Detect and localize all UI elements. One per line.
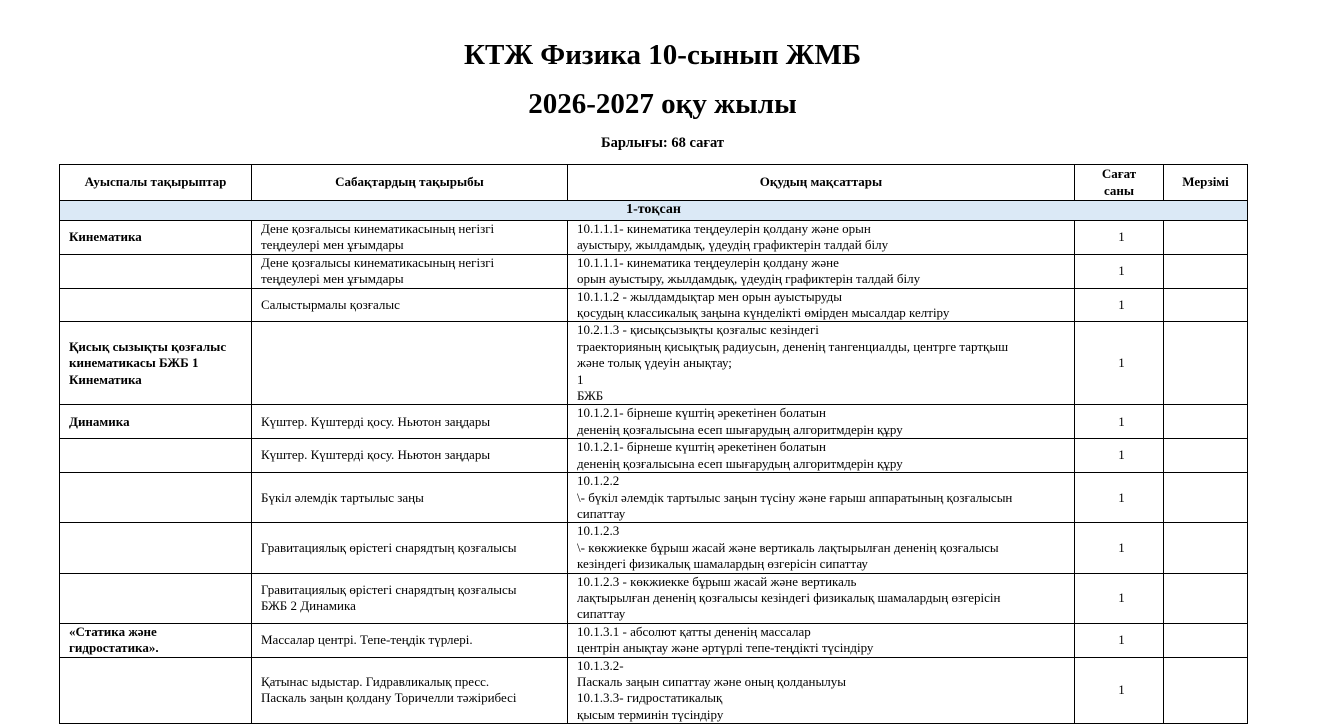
row-goals-line: БЖБ [577,388,604,404]
row-goals-line: Паскаль заңын сипаттау және оның қолданылуы [577,673,846,689]
row-hours: 1 [1075,657,1164,724]
row-date [1164,405,1248,439]
row-goals [568,288,1075,322]
row-goals [568,254,1075,288]
row-date [1164,439,1248,473]
row-lesson-line: Салыстырмалы қозғалыс [261,296,400,312]
row-lesson-line: Массалар центрі. Тепе-теңдік түрлері. [261,631,473,647]
row-hours: 1 [1075,288,1164,322]
row-goals-line: 10.2.1.3 - қисықсызықты қозғалыс кезіндегі [577,322,819,338]
row-lesson-line: Қатынас ыдыстар. Гидравликалық пресс. [261,673,490,689]
row-topic: Кинематика [60,221,252,255]
table-row [60,254,1248,288]
table-row [60,573,1248,623]
header-hours-line2: саны [1103,182,1135,198]
row-lesson-line: Күштер. Күштерді қосу. Ньютон заңдары [261,447,491,463]
curriculum-table [59,164,1248,724]
row-topic [60,523,252,573]
row-lesson [252,523,568,573]
row-topic-line: гидростатика». [69,640,159,656]
row-topic [60,657,252,724]
row-lesson-line: Паскаль заңын қолдану Торичелли тәжірибесі [261,690,517,706]
row-goals-line: 10.1.2.1- бірнеше күштің әрекетінен болатын [577,405,826,421]
table-row [60,473,1248,523]
row-lesson [252,573,568,623]
row-hours: 1 [1075,623,1164,657]
header-hours [1075,165,1164,201]
row-goals-line: 10.1.1.1- кинематика теңдеулерін қолдану және орын [577,221,871,236]
row-goals [568,573,1075,623]
row-date [1164,322,1248,405]
row-lesson [252,657,568,724]
row-goals [568,322,1075,405]
table-row [60,405,1248,439]
header-lesson: Сабақтардың тақырыбы [252,165,568,201]
row-lesson [252,623,568,657]
row-lesson [252,254,568,288]
row-topic [60,439,252,473]
row-topic [60,573,252,623]
header-goals: Оқудың мақсаттары [568,165,1075,201]
row-goals-line: және толық үдеуін анықтау; [577,355,732,371]
row-goals-line: кезіндегі физикалық шамалардың өзгерісін сипаттау [577,556,868,572]
row-goals-line: 10.1.2.3 - көкжиекке бұрыш жасай және вертикаль [577,573,857,589]
table-row [60,439,1248,473]
row-date [1164,221,1248,255]
row-date [1164,623,1248,657]
academic-year-title: 2026-2027 оқу жылы [528,88,797,120]
row-goals-line: \- көкжиекке бұрыш жасай және вертикаль лақтырылған дененің қозғалысы [577,539,999,555]
row-goals-line: 10.1.1.2 - жылдамдықтар мен орын ауыстыруды [577,288,842,304]
row-hours: 1 [1075,473,1164,523]
row-topic [60,623,252,657]
row-goals-line: 10.1.3.2- [577,657,624,673]
row-goals [568,523,1075,573]
row-lesson-line: Күштер. Күштерді қосу. Ньютон заңдары [261,413,491,429]
table-header-row [60,165,1248,201]
row-topic-line: Кинематика [69,371,142,387]
row-goals-line: центрін анықтау және әртүрлі тепе-теңдікті түсіндіру [577,640,874,656]
row-goals-line: 10.1.2.1- бірнеше күштің әрекетінен болатын [577,439,826,455]
row-topic [60,254,252,288]
row-goals-line: 10.1.3.3- гидростатикалық [577,690,723,706]
row-goals-line: 10.1.1.1- кинематика теңдеулерін қолдану және [577,254,839,270]
row-date [1164,473,1248,523]
table-row [60,221,1248,255]
row-lesson [252,322,568,405]
document-title: КТЖ Физика 10-сынып ЖМБ [464,39,861,71]
row-date [1164,254,1248,288]
row-date [1164,523,1248,573]
row-lesson-line: теңдеулері мен ұғымдары [261,271,404,287]
row-hours: 1 [1075,322,1164,405]
row-topic-line: «Статика және [69,623,157,639]
row-lesson-line: теңдеулері мен ұғымдары [261,237,404,253]
row-goals-line: 10.1.3.1 - абсолют қатты дененің массалар [577,623,811,639]
row-hours: 1 [1075,523,1164,573]
row-goals-line: лақтырылған дененің қозғалысы кезіндегі физикалық шамалардың өзгерісін [577,589,1001,605]
row-lesson-line: Дене қозғалысы кинематикасының негізгі [261,221,495,236]
row-goals [568,657,1075,724]
header-date: Мерзімі [1164,165,1248,201]
row-hours: 1 [1075,573,1164,623]
row-topic [60,322,252,405]
row-lesson-line: Гравитациялық өрістегі снарядтың қозғалысы [261,539,517,555]
row-goals-line: дененің қозғалысына есеп шығарудың алгоритмдерін құру [577,455,903,471]
row-goals-line: \- бүкіл әлемдік тартылыс заңын түсіну және ғарыш аппаратының қозғалысын [577,489,1013,505]
row-goals-line: сипаттау [577,505,626,521]
table-row [60,288,1248,322]
row-lesson-line: Дене қозғалысы кинематикасының негізгі [261,254,495,270]
row-goals-line: дененің қозғалысына есеп шығарудың алгоритмдерін құру [577,421,903,437]
row-date [1164,657,1248,724]
row-goals-line: 10.1.2.2 [577,473,620,489]
row-topic-line: Қисық сызықты қозғалыс [69,338,227,354]
total-hours: Барлығы: 68 сағат [601,135,724,151]
row-lesson [252,405,568,439]
row-hours: 1 [1075,405,1164,439]
row-lesson [252,221,568,255]
row-lesson [252,288,568,322]
row-goals-line: 10.1.2.3 [577,523,620,539]
row-goals [568,473,1075,523]
row-goals-line: сипаттау [577,606,626,622]
row-lesson-line: БЖБ 2 Динамика [261,598,356,614]
table-row [60,523,1248,573]
row-lesson [252,439,568,473]
row-hours: 1 [1075,254,1164,288]
row-goals [568,623,1075,657]
row-topic [60,288,252,322]
row-date [1164,573,1248,623]
row-goals-line: траекторияның қисықтық радиусын, дененің тангенциалды, центрге тартқыш [577,338,1009,354]
row-goals-line: 1 [577,371,584,387]
quarter-row [60,201,1248,221]
row-lesson-line: Бүкіл әлемдік тартылыс заңы [261,489,424,505]
row-lesson-line: Гравитациялық өрістегі снарядтың қозғалысы [261,581,517,597]
row-goals-line: ауыстыру, жылдамдық, үдеудің графиктерін талдай білу [577,237,889,253]
row-topic: Динамика [60,405,252,439]
table-row [60,623,1248,657]
table-row [60,322,1248,405]
header-hours-line1: Сағат [1101,166,1137,182]
header-topic: Ауыспалы тақырыптар [60,165,252,201]
row-hours: 1 [1075,439,1164,473]
row-goals-line: қысым терминін түсіндіру [577,706,724,722]
row-hours: 1 [1075,221,1164,255]
quarter-label: 1-тоқсан [60,201,1248,221]
row-topic-line: кинематикасы БЖБ 1 [69,355,199,371]
row-goals-line: қосудың классикалық заңына күнделікті өмірден мысалдар келтіру [577,305,950,321]
row-lesson [252,473,568,523]
row-goals [568,405,1075,439]
row-goals-line: орын ауыстыру, жылдамдық, үдеудің графиктерін талдай білу [577,271,921,287]
table-row [60,657,1248,724]
row-topic [60,473,252,523]
row-goals [568,221,1075,255]
row-date [1164,288,1248,322]
row-goals [568,439,1075,473]
